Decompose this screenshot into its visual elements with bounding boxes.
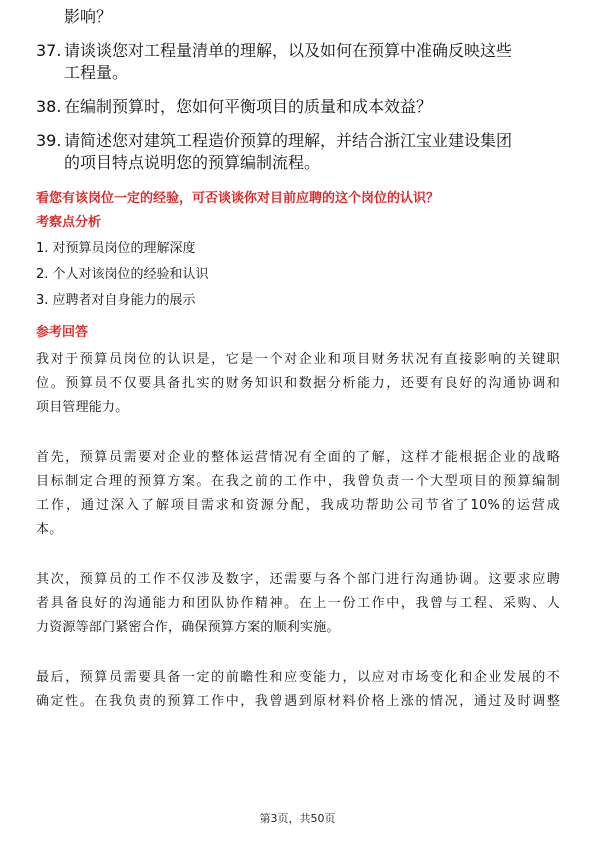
question-line: 的项目特点说明您的预算编制流程。 — [64, 153, 321, 172]
question-text — [64, 130, 560, 174]
paragraph-line: 位。预算员不仅要具备扎实的财务知识和数据分析能力，还要有良好的沟通协调和 — [36, 376, 560, 391]
question-number: 38. — [36, 97, 62, 116]
question-item-37 — [36, 40, 560, 84]
question-text — [64, 40, 560, 84]
question-continuation: 影响？ — [64, 7, 113, 26]
question-line: 工程量。 — [64, 63, 129, 82]
paragraph-line: 最后，预算员需要具备一定的前瞻性和应变能力，以应对市场变化和企业发展的不 — [36, 670, 560, 685]
question-line: 在编制预算时，您如何平衡项目的质量和成本效益？ — [64, 97, 433, 116]
question-text — [64, 96, 560, 118]
paragraph-line: 首先，预算员需要对企业的整体运营情况有全面的了解，这样才能根据企业的战略 — [36, 450, 560, 465]
answer-paragraph-2 — [36, 446, 560, 542]
page-content — [36, 6, 560, 714]
analysis-points — [36, 240, 560, 310]
paragraph-line: 目标制定合理的预算方案。在我之前的工作中，我曾负责一个大型项目的预算编制 — [36, 474, 560, 489]
analysis-label: 考察点分析 — [36, 215, 102, 230]
paragraph-line: 者具备良好的沟通能力和团队协作精神。在上一份工作中，我曾与工程、采购、人 — [36, 596, 560, 611]
analysis-point: 2. 个人对该岗位的经验和认识 — [36, 267, 209, 282]
paragraph-line: 工作，通过深入了解项目需求和资源分配，我成功帮助公司节省了10%的运营成 — [36, 498, 560, 513]
paragraph-line: 确定性。在我负责的预算工作中，我曾遇到原材料价格上涨的情况，通过及时调整 — [36, 694, 560, 709]
answer-paragraph-4 — [36, 666, 560, 714]
paragraph-line: 我对于预算员岗位的认识是，它是一个对企业和项目财务状况有直接影响的关键职 — [36, 352, 560, 367]
paragraph-line: 本。 — [36, 522, 63, 537]
question-line: 请谈谈您对工程量清单的理解，以及如何在预算中准确反映这些 — [64, 41, 513, 60]
answer-paragraph-1 — [36, 348, 560, 420]
paragraph-line: 项目管理能力。 — [36, 400, 129, 415]
analysis-point: 1. 对预算员岗位的理解深度 — [36, 241, 196, 256]
analysis-point: 3. 应聘者对自身能力的展示 — [36, 293, 196, 308]
question-line: 请简述您对建筑工程造价预算的理解，并结合浙江宝业建设集团 — [64, 131, 513, 150]
paragraph-line: 其次，预算员的工作不仅涉及数字，还需要与各个部门进行沟通协调。这要求应聘 — [36, 572, 560, 587]
paragraph-line: 力资源等部门紧密合作，确保预算方案的顺利实施。 — [36, 620, 340, 635]
page-footer: 第3页，共50页 — [259, 812, 336, 825]
question-number: 39. — [36, 131, 62, 150]
main-question-heading: 看您有该岗位一定的经验，可否谈谈你对目前应聘的这个岗位的认识？ — [36, 191, 440, 206]
question-number: 37. — [36, 41, 62, 60]
question-item-39 — [36, 130, 560, 174]
answer-paragraph-3 — [36, 568, 560, 640]
question-item-38 — [36, 96, 560, 118]
answer-label: 参考回答 — [36, 325, 89, 340]
